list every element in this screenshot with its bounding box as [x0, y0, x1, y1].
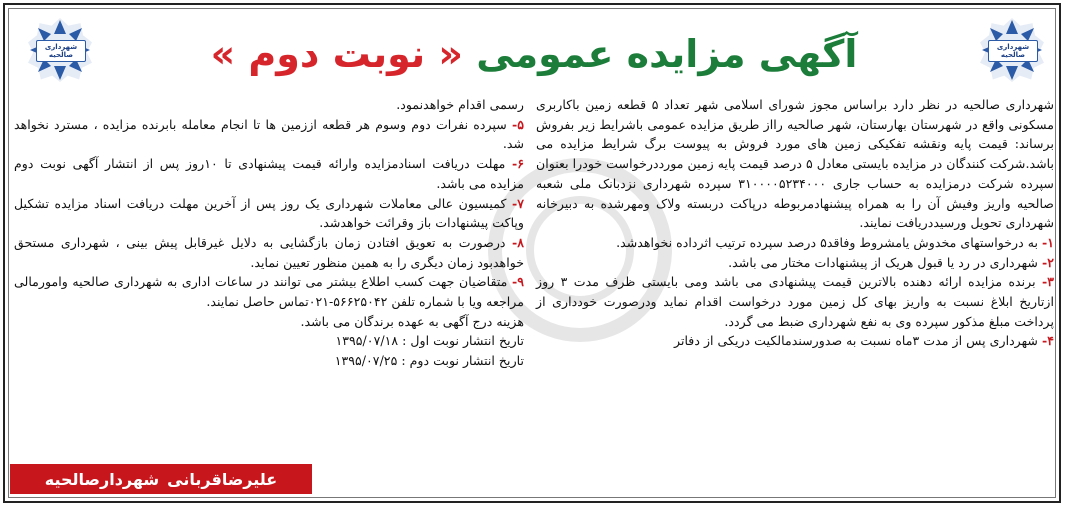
clause-text: به درخواستهای مخدوش یامشروط وفاقد۵ درصد سپرده ترتیب اثرداده نخواهدشد. — [616, 234, 1038, 250]
notice-paragraph — [14, 331, 524, 351]
clause-number: ۵- — [511, 116, 524, 132]
clause-text: تاریخ انتشار نوبت اول : ۱۳۹۵/۰۷/۱۸ — [335, 333, 524, 349]
clause-text: شهرداری در رد یا قبول هریک از پیشنهادات مختار می باشد. — [728, 254, 1038, 270]
notice-paragraph — [14, 272, 524, 311]
signature-name: علیرضاقربانی — [167, 469, 278, 489]
notice-paragraph — [536, 95, 1054, 233]
notice-paragraph — [14, 115, 524, 154]
clause-number: ۲- — [1042, 254, 1054, 270]
signature-title: شهردارصالحیه — [44, 469, 160, 489]
clause-text: متقاضیان جهت کسب اطلاع بیشتر می توانند در ساعات اداری به شهرداری صالحیه وامورمالی مراجعه ویا با شماره تلفن ۵۶۶۲۵۰۴۲-۰۲۱تماس حاصل نمایند. — [14, 274, 524, 310]
notice-paragraph — [536, 272, 1054, 331]
clause-text: رسمی اقدام خواهدنمود. — [396, 97, 524, 112]
clause-number: ۷- — [512, 195, 524, 211]
clause-number: ۶- — [512, 156, 525, 172]
clause-text: هزینه درج آگهی به عهده برندگان می باشد. — [300, 313, 524, 329]
logo-text-line1: شهرداری — [44, 43, 78, 51]
notice-paragraph — [536, 233, 1054, 253]
right-text-column — [536, 95, 1054, 351]
notice-paragraph — [14, 194, 524, 233]
logo-text-line2: صالحیه — [48, 51, 74, 59]
page-title — [0, 30, 1068, 78]
notice-paragraph — [536, 253, 1054, 273]
logo-text-line2: صالحیه — [1000, 51, 1026, 59]
clause-number: ۹- — [511, 274, 524, 290]
left-text-column — [14, 95, 524, 371]
clause-number: ۸- — [512, 234, 524, 250]
clause-text: شهرداری صالحیه در نظر دارد براساس مجوز شورای اسلامی شهر تعداد ۵ قطعه زمین باکاربری مسکونی واقع در شهرستان بهارستان، شهر صالحیه رااز طریق مزایده عمومی باشرایط زیر بفروش برساند: قیمت پایه ونقشه تفکیکی زمین های مورد فروش به پیوست برگ شرایط مزایده می باشد.شرکت کنندگان در مزایده بایستی معادل ۵ درصد قیمت پایه زمین مورددرخواست خودرا بعنوان سپرده شرکت درمزایده به حساب جاری ۳۱۰۰۰۰۵۲۳۴۰۰۰ سپرده شهرداری نزدبانک ملی شعبه صالحیه واریز وفیش آن را به همراه پیشنهادمربوطه درپاکت دربسته ولاک ومهرشده به دبیرخانه شهرداری تحویل ورسیددریافت نمایند. — [536, 97, 1054, 231]
title-main: آگهی مزایده عمومی — [476, 32, 858, 76]
clause-text: سپرده نفرات دوم وسوم هر قطعه اززمین ها تا انجام معامله بابرنده مزایده ، مسترد نخواهد شد. — [14, 116, 524, 152]
clause-number: ۴- — [1042, 333, 1054, 349]
clause-text: برنده مزایده ارائه دهنده بالاترین قیمت پیشنهادی می باشد ومی بایستی ظرف مدت ۳ روز ازتاریخ ابلاغ نسبت به واریز بهای کل زمین مورد درخواست اقدام نماید ودرصورت خودداری از پرداخت مبلغ مذکور سپرده وی به نفع شهرداری ضبط می گردد. — [536, 274, 1054, 329]
clause-text: مهلت دریافت اسنادمزایده وارائه قیمت پیشنهادی تا ۱۰روز پس از انتشار آگهی نوبت دوم مزایده می باشد. — [14, 156, 524, 191]
signature-bar — [10, 464, 312, 494]
clause-text: درصورت به تعویق افتادن زمان بازگشایی به دلایل غیرقابل پیش بینی ، شهرداری مستحق خواهدبود زمان دیگری را به همین منظور تعیین نماید. — [14, 234, 524, 270]
title-round: « نوبت دوم » — [210, 32, 463, 76]
notice-paragraph — [14, 233, 524, 272]
clause-text: شهرداری پس از مدت ۳ماه نسبت به صدورسندمالکیت دریکی از دفاتر — [674, 333, 1038, 349]
notice-paragraph — [14, 154, 524, 193]
notice-paragraph — [14, 95, 524, 115]
notice-paragraph — [536, 331, 1054, 351]
notice-paragraph — [14, 351, 524, 371]
notice-paragraph — [14, 312, 524, 332]
clause-text: کمیسیون عالی معاملات شهرداری یک روز پس از آخرین مهلت دریافت اسناد مزایده تشکیل وپاکت پیشنهادات باز وقرائت خواهدشد. — [14, 195, 524, 231]
clause-number: ۱- — [1042, 234, 1054, 250]
clause-number: ۳- — [1042, 274, 1055, 290]
logo-text-line1: شهرداری — [996, 43, 1030, 51]
clause-text: تاریخ انتشار نوبت دوم : ۱۳۹۵/۰۷/۲۵ — [334, 353, 524, 369]
